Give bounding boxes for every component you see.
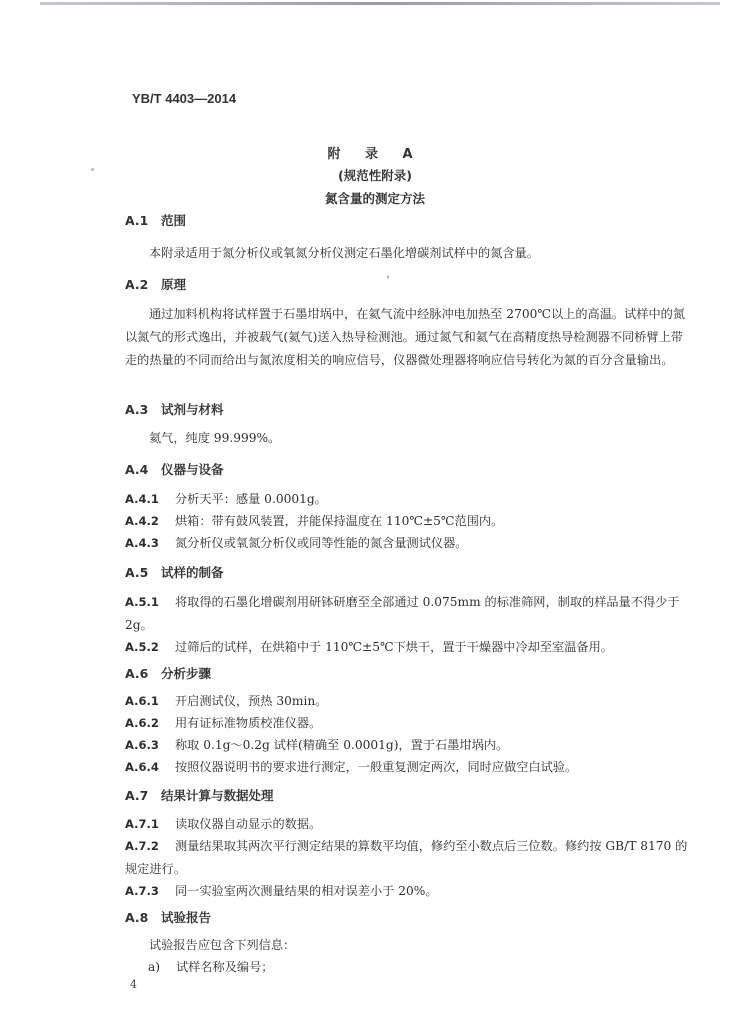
section-heading-a4 (125, 460, 224, 478)
clause-text: 过筛后的试样，在烘箱中于 110℃±5℃下烘干，置于干燥器中冷却至室温备用。 (175, 640, 613, 654)
clause-text: 读取仪器自动显示的数据。 (175, 817, 322, 831)
clause-text: 将取得的石墨化增碳剂用研钵研磨至全部通过 0.075mm 的标准筛网，制取的样品量不得少于 2g。 (125, 595, 680, 632)
clause-number: A.4.2 (125, 514, 159, 528)
section-heading-a5 (125, 563, 224, 581)
clause-a6-2 (125, 712, 695, 735)
section-number: A.8 (125, 910, 149, 925)
clause-a4-2 (125, 510, 695, 533)
clause-number: A.5.1 (125, 595, 159, 609)
section-heading-a7 (125, 786, 274, 804)
clause-text: 烘箱：带有鼓风装置，并能保持温度在 110℃±5℃范围内。 (175, 514, 504, 528)
section-title: 试验报告 (161, 910, 212, 925)
clause-number: A.6.4 (125, 760, 159, 774)
clause-text: 分析天平：感量 0.0001g。 (175, 492, 327, 506)
scan-edge-line (40, 2, 720, 5)
section-number: A.5 (125, 565, 149, 580)
list-text: 试样名称及编号； (176, 960, 274, 974)
clause-text: 氮分析仪或氧氮分析仪或同等性能的氮含量测试仪器。 (175, 536, 468, 550)
scan-speck (387, 275, 389, 279)
section-title: 范围 (161, 213, 187, 228)
section-number: A.3 (125, 402, 149, 417)
section-heading-a2 (125, 275, 186, 293)
list-marker: a) (148, 960, 161, 974)
annex-name: 氮含量的测定方法 (324, 191, 425, 206)
section-title: 结果计算与数据处理 (161, 788, 274, 803)
clause-number: A.6.1 (125, 694, 159, 708)
clause-a6-3 (125, 734, 695, 757)
clause-a6-4 (125, 756, 695, 779)
clause-a7-1 (125, 813, 695, 836)
section-title: 试样的制备 (161, 565, 224, 580)
clause-number: A.6.3 (125, 738, 159, 752)
section-title: 仪器与设备 (161, 462, 224, 477)
section-heading-a3 (125, 400, 224, 418)
clause-text: 测量结果取其两次平行测定结果的算数平均值，修约至小数点后三位数。修约按 GB/T 8170 的规定进行。 (125, 839, 688, 876)
section-number: A.7 (125, 788, 149, 803)
clause-number: A.4.1 (125, 492, 159, 506)
clause-number: A.4.3 (125, 536, 159, 550)
section-body-a2: 通过加料机构将试样置于石墨坩埚中，在氦气流中经脉冲电加热至 2700℃以上的高温。试样中的氮以氮气的形式逸出，并被载气(氦气)送入热导检测池。通过氮气和氦气在高精度热导检测器不同桥臂上带走的热量的不同而给出与氮浓度相关的响应信号，仪器微处理器将响应信号转化为氮的百分含量输出。 (125, 307, 686, 367)
page-number: 4 (130, 978, 137, 991)
section-title: 原理 (161, 277, 187, 292)
clause-a4-1 (125, 488, 695, 511)
section-number: A.4 (125, 462, 149, 477)
clause-a4-3 (125, 532, 695, 555)
clause-number: A.7.2 (125, 839, 159, 853)
annex-title: 附 录 A (327, 147, 423, 162)
section-body-a1: 本附录适用于氮分析仪或氧氮分析仪测定石墨化增碳剂试样中的氮含量。 (149, 246, 539, 260)
section-heading-a6 (125, 664, 211, 682)
section-heading-a1 (125, 211, 186, 229)
report-list-item (148, 956, 718, 979)
section-body-a3: 氦气，纯度 99.999%。 (149, 431, 281, 445)
clause-text: 同一实验室两次测量结果的相对误差小于 20%。 (175, 884, 438, 898)
clause-number: A.5.2 (125, 640, 159, 654)
section-number: A.2 (125, 277, 149, 292)
section-number: A.1 (125, 213, 149, 228)
clause-number: A.7.3 (125, 884, 159, 898)
scan-speck (91, 168, 94, 171)
clause-number: A.7.1 (125, 817, 159, 831)
standard-code: YB/T 4403—2014 (132, 91, 237, 106)
clause-text: 用有证标准物质校准仪器。 (175, 716, 322, 730)
clause-text: 开启测试仪，预热 30min。 (175, 694, 328, 708)
clause-a5-1 (125, 591, 695, 637)
section-title: 试剂与材料 (161, 402, 224, 417)
clause-a7-2 (125, 835, 695, 881)
section-number: A.6 (125, 666, 149, 681)
section-title: 分析步骤 (161, 666, 212, 681)
clause-a6-1 (125, 690, 695, 713)
clause-a5-2 (125, 636, 695, 659)
clause-number: A.6.2 (125, 716, 159, 730)
clause-a7-3 (125, 880, 695, 903)
clause-text: 按照仪器说明书的要求进行测定，一般重复测定两次，同时应做空白试验。 (175, 760, 578, 774)
clause-text: 称取 0.1g～0.2g 试样(精确至 0.0001g)，置于石墨坩埚内。 (175, 738, 509, 752)
section-body-a8: 试验报告应包含下列信息： (149, 938, 296, 952)
section-heading-a8 (125, 908, 211, 926)
annex-subtitle: (规范性附录) (338, 168, 412, 183)
